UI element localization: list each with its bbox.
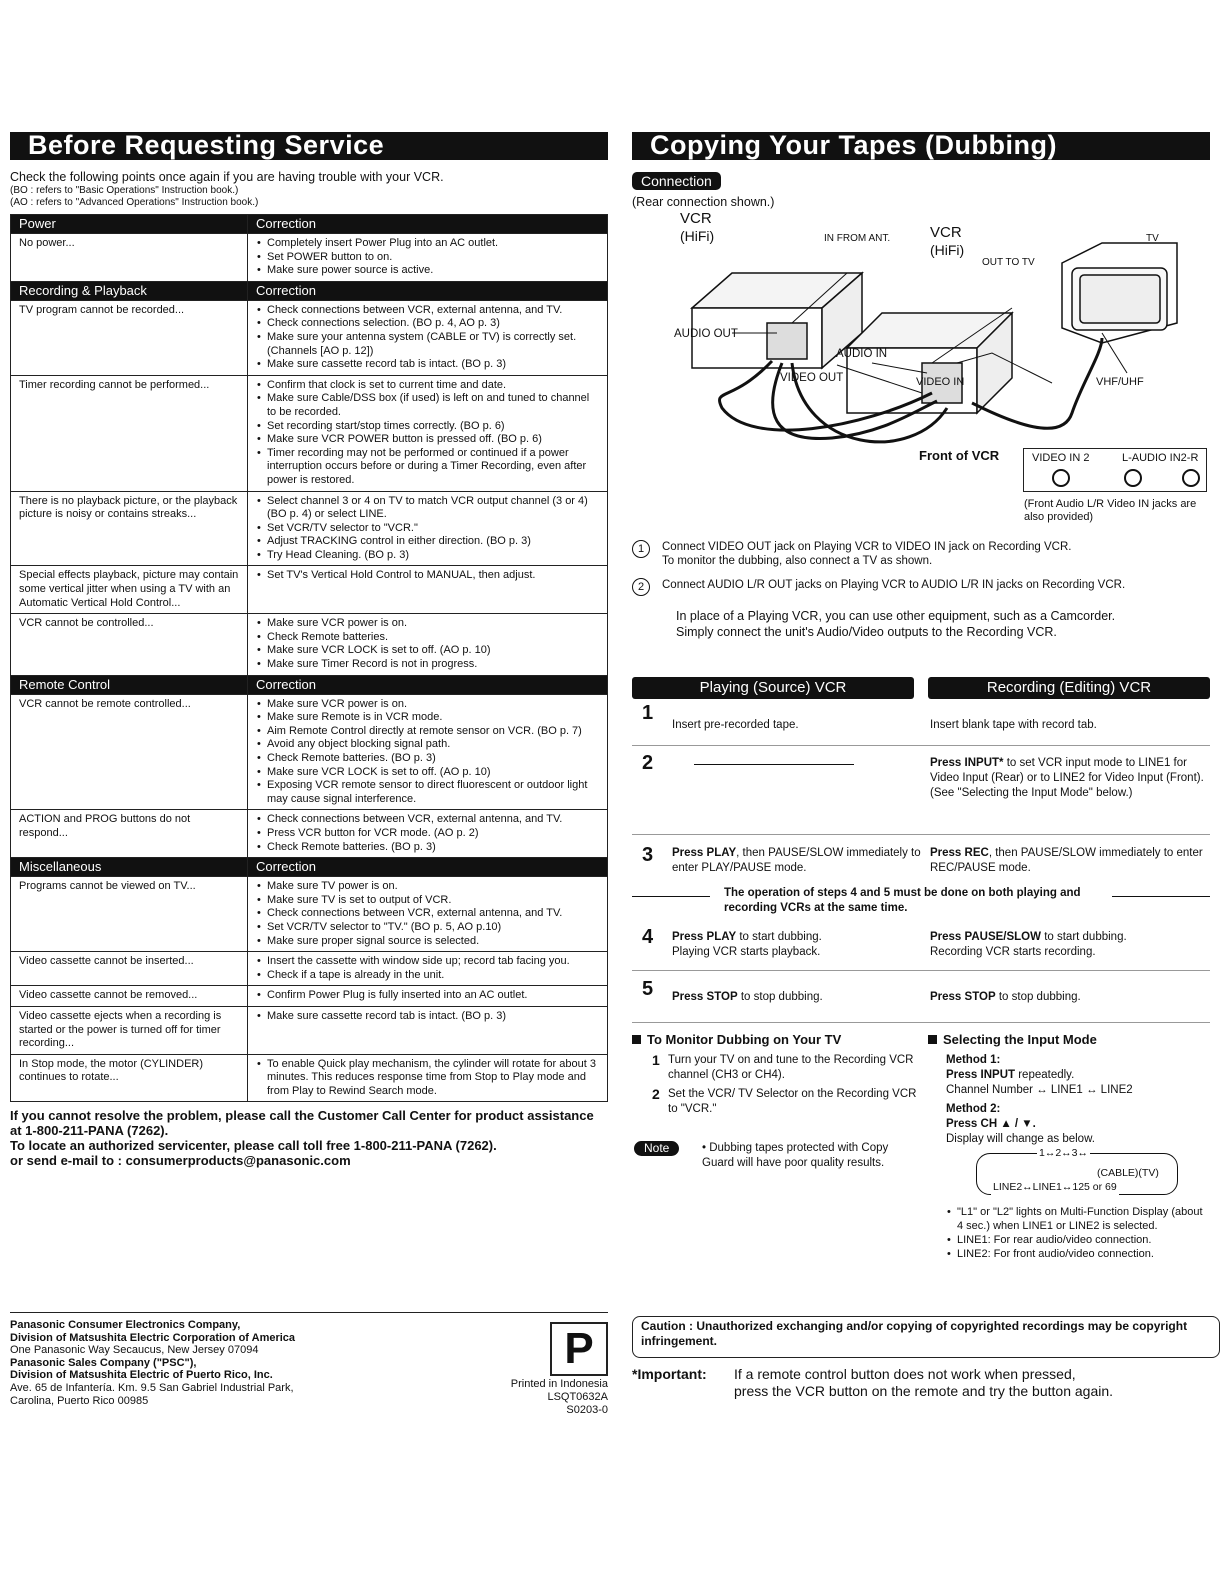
correction-item: • Set TV's Vertical Hold Control to MANUAL, then adjust. [267,569,601,583]
correction-item: • Adjust TRACKING control in either direction. (BO p. 3) [267,535,601,549]
step-rec-bold: Press INPUT* [930,757,1004,769]
connection-label: Connection [632,172,721,190]
method-1-line [946,1068,1210,1083]
method-2-label: Method 2: [946,1103,1001,1115]
correction-list [256,698,601,807]
correction-item: • Confirm Power Plug is fully inserted into an AC outlet. [267,989,601,1003]
important-label: *Important: [632,1366,707,1382]
label-audio-out: AUDIO OUT [674,328,738,340]
square-bullet-icon [928,1035,937,1044]
correction-item: • Check connections selection. (BO p. 4, AO p. 3) [267,317,601,331]
jack-circle-icon [1052,469,1070,487]
symptom-cell: In Stop mode, the motor (CYLINDER) continues to rotate... [11,1054,248,1102]
label-hifi1: (HiFi) [680,228,715,244]
table-row [11,952,608,986]
step-play-text: , then PAUSE/SLOW immediately to enter PLAY/PAUSE mode. [672,847,921,874]
label-tv: TV [1146,233,1159,244]
symptom-cell: No power... [11,234,248,282]
table-section-header [11,675,608,694]
step-play [672,990,922,1005]
important-line: If a remote control button does not work when pressed, [734,1366,1076,1382]
table-row [11,877,608,952]
symptom-cell: Timer recording cannot be performed... [11,375,248,491]
step-rec-text: , then PAUSE/SLOW immediately to enter REC/PAUSE mode. [930,847,1203,874]
printed-line: S0203-0 [566,1404,608,1416]
correction-item: • Make sure Timer Record is not in progress. [267,658,601,672]
symptom-cell: Special effects playback, picture may contain some vertical jitter when using a TV with an Automatic Vertical Hold Control... [11,566,248,614]
monitor-title [632,1032,917,1047]
company-line: Division of Matsushita Electric Corporation of America [10,1331,296,1344]
select-title-text: Selecting the Input Mode [943,1032,1097,1047]
correction-list [256,379,601,488]
step-number: 5 [642,978,654,1000]
table-row [11,810,608,858]
correction-item: • Make sure VCR LOCK is set to off. (AO p. 10) [267,766,601,780]
step-rec-text: to start dubbing. [1041,931,1127,943]
step-play-text: to start dubbing. [736,931,822,943]
correction-item: • Set recording start/stop times correctly. (BO p. 6) [267,420,601,434]
step-play-text: to stop dubbing. [737,991,823,1003]
symptom-cell: VCR cannot be remote controlled... [11,694,248,810]
label-video-in: VIDEO IN [916,376,965,388]
step-rec [930,756,1208,801]
input-mode-bullets [946,1205,1210,1261]
company-line: One Panasonic Way Secaucus, New Jersey 07094 [10,1344,259,1357]
table-row [11,694,608,810]
table-row [11,375,608,491]
correction-item: • Make sure Remote is in VCR mode. [267,711,601,725]
table-section-header [11,281,608,300]
correction-cell [248,810,608,858]
company-line: Panasonic Sales Company ("PSC"), [10,1356,197,1369]
correction-item: • Make sure VCR power is on. [267,617,601,631]
correction-cell [248,694,608,810]
caution-label: Caution : [641,1319,693,1333]
table-row [11,614,608,675]
correction-item: • Avoid any object blocking signal path. [267,738,601,752]
table-row [11,1006,608,1054]
table-row [11,491,608,566]
correction-item: • Make sure proper signal source is selected. [267,935,601,949]
method-1-label: Method 1: [946,1054,1001,1066]
correction-header: Correction [248,215,608,234]
intro-line: Check the following points once again if you are having trouble with your VCR. [10,170,444,184]
correction-cell [248,877,608,952]
correction-cell [248,1054,608,1102]
conn-step-sub: To monitor the dubbing, also connect a TV as shown. [662,555,933,567]
step-play [672,930,922,960]
step-number: 2 [632,578,650,596]
label-in-from-ant: IN FROM ANT. [824,233,891,244]
symptom-cell: Video cassette cannot be removed... [11,986,248,1007]
conn-step-text: Connect VIDEO OUT jack on Playing VCR to VIDEO IN jack on Recording VCR. [662,541,1072,553]
step-play-bold: Press PLAY [672,931,737,943]
jack-label-video: VIDEO IN 2 [1032,452,1090,464]
correction-item: • Check if a tape is already in the unit. [267,969,601,983]
divider [632,834,1210,835]
section-title: Power [11,215,248,234]
correction-item: • Set POWER button to on. [267,251,601,265]
correction-item: • Press VCR button for VCR mode. (AO p. 2) [267,827,601,841]
cycle-diagram [976,1147,1178,1195]
label-video-out: VIDEO OUT [780,372,844,384]
table-section-header [11,858,608,877]
correction-item: • Check connections between VCR, external antenna, and TV. [267,304,601,318]
select-title [928,1032,1210,1047]
label-vcr2: VCR [930,224,962,241]
rear-note: (Rear connection shown.) [632,195,775,209]
method-1-text: repeatedly. [1015,1069,1075,1081]
monitor-step-text: Turn your TV on and tune to the Recording VCR channel (CH3 or CH4). [668,1054,914,1081]
correction-item: • Set VCR/TV selector to "TV." (BO p. 5, AO p.10) [267,921,601,935]
caution-box [632,1316,1220,1358]
step-rec: Insert blank tape with record tab. [930,719,1097,731]
troubleshooting-table [10,214,608,1102]
correction-list [256,880,601,948]
method-2-text: Display will change as below. [946,1133,1095,1145]
correction-item: • Aim Remote Control directly at remote sensor on VCR. (BO p. 7) [267,725,601,739]
note-badge: Note [634,1141,679,1156]
step-play: Insert pre-recorded tape. [672,719,799,731]
support-callout [10,1108,608,1168]
correction-cell [248,614,608,675]
step-rec-bold: Press STOP [930,991,996,1003]
correction-item: • Make sure TV is set to output of VCR. [267,894,601,908]
table-row [11,234,608,282]
correction-cell [248,491,608,566]
company-line: Panasonic Consumer Electronics Company, [10,1319,241,1331]
callout-line: To locate an authorized servicenter, please call toll free 1-800-211-PANA (7262). [10,1138,497,1154]
front-note: (Front Audio L/R Video IN jacks are also provided) [1024,498,1197,523]
correction-cell [248,300,608,375]
table-row [11,300,608,375]
symptom-cell: Video cassette cannot be inserted... [11,952,248,986]
correction-item: • Select channel 3 or 4 on TV to match VCR output channel (3 or 4) (BO p. 4) or select LINE. [267,495,601,522]
symptom-cell: Video cassette ejects when a recording is started or the power is turned off for timer recording... [11,1006,248,1054]
company-line: Division of Matsushita Electric of Puerto Rico, Inc. [10,1369,273,1382]
printed-line: Printed in Indonesia [510,1378,608,1390]
step-rec [930,846,1208,876]
correction-item: • Make sure Cable/DSS box (if used) is left on and tuned to channel to be recorded. [267,392,601,419]
table-section-header [11,215,608,234]
correction-item: • Check Remote batteries. (BO p. 3) [267,752,601,766]
step-number: 1 [642,702,654,724]
divider [632,1022,1210,1023]
p-logo: P [550,1322,608,1376]
method-1-bold: Press INPUT [946,1069,1016,1081]
col-header-playing: Playing (Source) VCR [632,677,914,699]
correction-header: Correction [248,281,608,300]
monitor-title-text: To Monitor Dubbing on Your TV [647,1032,842,1047]
monitor-section [632,1032,917,1171]
step-play-text: Playing VCR starts playback. [672,946,821,958]
table-row [11,566,608,614]
correction-list [256,569,601,583]
dubbing-column [632,132,1210,1399]
correction-list [256,989,601,1003]
section-title: Remote Control [11,675,248,694]
bullet-item: • LINE1: For rear audio/video connection. [957,1233,1210,1247]
printed-info [440,1378,608,1417]
step-number: 1 [632,540,650,558]
label-audio-in: AUDIO IN [836,348,888,360]
correction-item: • Confirm that clock is set to current time and date. [267,379,601,393]
divider [632,970,1210,971]
rule [632,896,710,897]
callout-line: If you cannot resolve the problem, please call the Customer Call Center for product assistance at 1-800-211-PANA (7262). [10,1108,594,1139]
caution-text: Unauthorized exchanging and/or copying of copyrighted recordings may be copyright infringement. [641,1319,1188,1348]
step-rec-bold: Press REC [930,847,989,859]
step-rec-text: to stop dubbing. [995,991,1081,1003]
correction-item: • Check Remote batteries. [267,631,601,645]
cycle-top: 1↔2↔3↔ [1039,1147,1089,1159]
step-number: 2 [652,1086,660,1102]
step-rec-text: to set VCR input mode to LINE1 for Video Input (Rear) or to LINE2 for Video Input (Front). (See "Selecting the Input Mode" below.) [930,757,1204,799]
company-line: Carolina, Puerto Rico 00985 [10,1394,149,1407]
correction-cell [248,375,608,491]
correction-item: • Make sure TV power is on. [267,880,601,894]
step-number: 2 [642,752,654,774]
step-rec-bold: Press PAUSE/SLOW [930,931,1041,943]
correction-cell [248,566,608,614]
correction-item: • Make sure power source is active. [267,264,601,278]
correction-cell [248,1006,608,1054]
sync-note: The operation of steps 4 and 5 must be done on both playing and recording VCRs at the same time. [724,887,1081,914]
cycle-mid: (CABLE)(TV) [1097,1167,1159,1179]
troubleshooting-column [10,132,608,1168]
method-1-channels: Channel Number ↔ LINE1 ↔ LINE2 [946,1084,1133,1096]
square-bullet-icon [632,1035,641,1044]
correction-item: • Make sure your antenna system (CABLE or TV) is correctly set. (Channels [AO p. 12]) [267,331,601,358]
conn-step [632,578,1210,608]
step-play-bold: Press PLAY [672,847,737,859]
callout-line: or send e-mail to : consumerproducts@panasonic.com [10,1153,351,1169]
important-note [632,1366,1210,1400]
section-banner: Before Requesting Service [10,132,608,160]
input-mode-section [928,1032,1210,1261]
section-title: Recording & Playback [11,281,248,300]
bullet-item: • LINE2: For front audio/video connection. [957,1247,1210,1261]
method-block [928,1053,1210,1261]
correction-item: • Completely insert Power Plug into an AC outlet. [267,237,601,251]
step-number: 3 [642,844,654,866]
method-2-bold: Press CH ▲ / ▼. [946,1118,1036,1130]
jack-circle-icon [1182,469,1200,487]
label-out-to-tv: OUT TO TV [982,257,1035,268]
correction-item: • To enable Quick play mechanism, the cylinder will rotate for about 3 minutes. This reduces response time from Stop to Play mode and from Play to Rewind Search mode. [267,1058,601,1099]
label-hifi2: (HiFi) [930,242,965,258]
divider [632,745,1210,746]
correction-list [256,1010,601,1024]
important-line: press the VCR button on the remote and try the button again. [734,1383,1114,1399]
correction-list [256,1058,601,1099]
bo-note: (BO : refers to "Basic Operations" Instruction book.) [10,185,239,196]
section-title: Miscellaneous [11,858,248,877]
correction-header: Correction [248,675,608,694]
correction-item: • Make sure VCR LOCK is set to off. (AO p. 10) [267,644,601,658]
symptom-cell: Programs cannot be viewed on TV... [11,877,248,952]
correction-item: • Exposing VCR remote sensor to direct fluorescent or outdoor light may cause signal interference. [267,779,601,806]
correction-cell [248,234,608,282]
table-row [11,1054,608,1102]
step-play-bold: Press STOP [672,991,738,1003]
printed-line: LSQT0632A [547,1391,608,1403]
correction-item: • Make sure cassette record tab is intact. (BO p. 3) [267,358,601,372]
blank-line [694,764,854,765]
correction-list [256,237,601,278]
correction-list [256,955,601,982]
step-rec [930,930,1208,960]
section-banner: Copying Your Tapes (Dubbing) [632,132,1210,160]
correction-item: • Timer recording may not be performed or continued if a power interruption occurs before or during a Timer Recording, even after power is restored. [267,447,601,488]
symptom-cell: TV program cannot be recorded... [11,300,248,375]
correction-item: • Insert the cassette with window side up; record tab facing you. [267,955,601,969]
step-rec-text: Recording VCR starts recording. [930,946,1096,958]
table-row [11,986,608,1007]
front-of-vcr-label: Front of VCR [919,448,1000,463]
correction-list [256,495,601,563]
jack-label-audio: L-AUDIO IN2-R [1122,452,1199,464]
label-vhf-uhf: VHF/UHF [1096,376,1144,388]
monitor-step-text: Set the VCR/ TV Selector on the Recording VCR to "VCR." [668,1088,917,1115]
correction-item: • Set VCR/TV selector to "VCR." [267,522,601,536]
correction-cell [248,952,608,986]
correction-item: • Try Head Cleaning. (BO p. 3) [267,549,601,563]
step-rec [930,990,1208,1005]
symptom-cell: There is no playback picture, or the playback picture is noisy or contains streaks... [11,491,248,566]
correction-item: • Check Remote batteries. (BO p. 3) [267,841,601,855]
step-number: 4 [642,926,654,948]
company-line: Ave. 65 de Infantería. Km. 9.5 San Gabriel Industrial Park, [10,1381,294,1394]
step-play [672,846,922,876]
col-header-recording: Recording (Editing) VCR [928,677,1210,699]
correction-item: • Make sure VCR POWER button is pressed off. (BO p. 6) [267,433,601,447]
correction-item: • Make sure VCR power is on. [267,698,601,712]
cycle-bottom: LINE2↔LINE1↔125 or 69 [993,1181,1117,1193]
step-number: 1 [652,1052,660,1068]
correction-list [256,304,601,372]
correction-item: • Check connections between VCR, external antenna, and TV. [267,813,601,827]
correction-header: Correction [248,858,608,877]
correction-item: • Make sure cassette record tab is intact. (BO p. 3) [267,1010,601,1024]
correction-cell [248,986,608,1007]
monitor-step [632,1087,917,1117]
correction-list [256,813,601,854]
ao-note: (AO : refers to "Advanced Operations" Instruction book.) [10,197,259,208]
rule [1112,896,1210,897]
note-text-body: Dubbing tapes protected with Copy Guard will have poor quality results. [702,1142,889,1169]
front-jack-panel [1023,448,1207,492]
monitor-step [632,1053,917,1083]
intro-text [10,170,608,209]
bullet-item: • "L1" or "L2" lights on Multi-Function Display (about 4 sec.) when LINE1 or LINE2 is selected. [957,1205,1210,1233]
conn-step-text: Connect AUDIO L/R OUT jacks on Playing VCR to AUDIO L/R IN jacks on Recording VCR. [662,579,1126,591]
note-text: • Dubbing tapes protected with Copy Guard will have poor quality results. [702,1142,889,1169]
jack-circle-icon [1124,469,1142,487]
correction-item: • Check connections between VCR, external antenna, and TV. [267,907,601,921]
symptom-cell: VCR cannot be controlled... [11,614,248,675]
symptom-cell: ACTION and PROG buttons do not respond... [11,810,248,858]
connection-steps [632,540,1210,640]
conn-step [632,540,1210,572]
in-place-note: In place of a Playing VCR, you can use other equipment, such as a Camcorder. Simply connect the unit's Audio/Video outputs to the Recording VCR. [676,609,1116,639]
correction-list [256,617,601,671]
label-vcr1: VCR [680,213,712,227]
note-row [632,1141,917,1171]
